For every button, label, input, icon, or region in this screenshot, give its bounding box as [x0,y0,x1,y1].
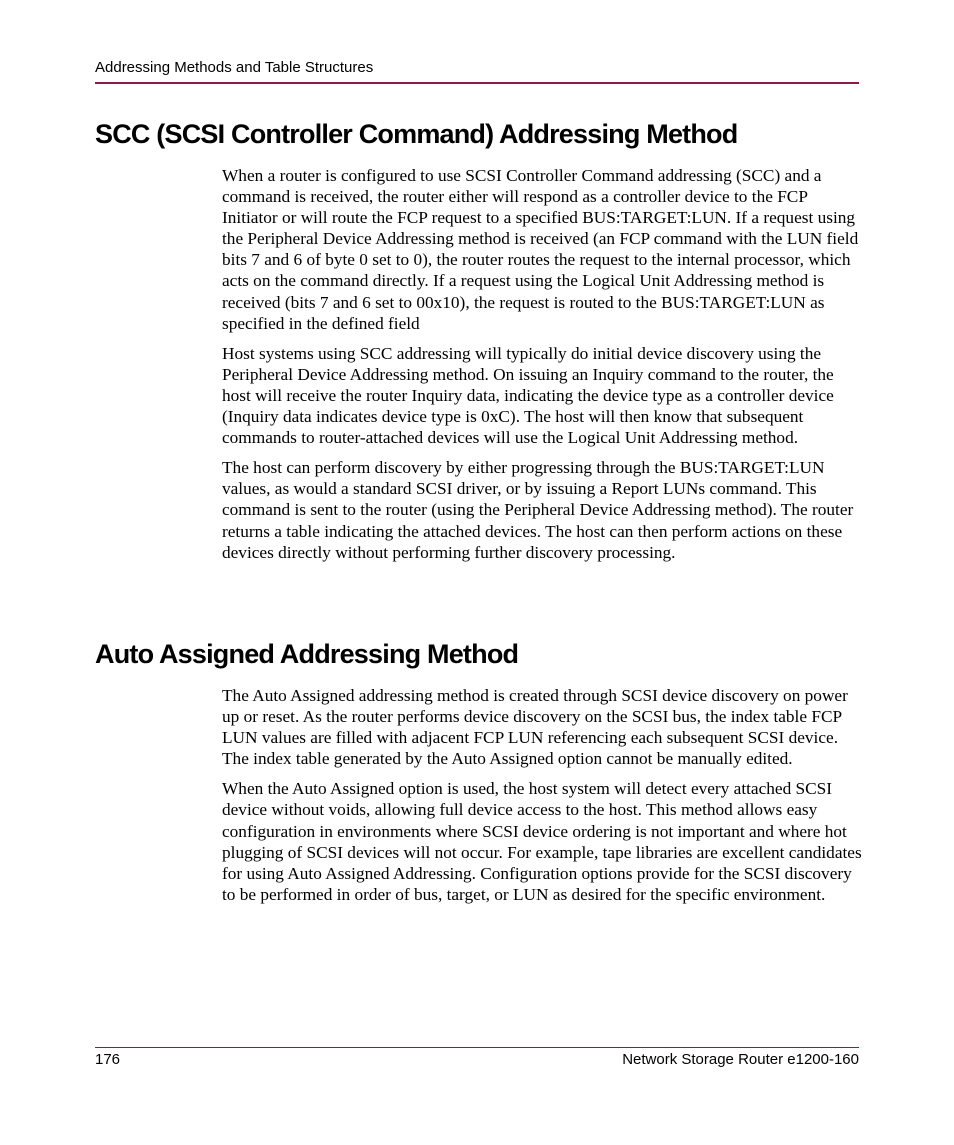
page-number: 176 [95,1051,121,1068]
section-title-auto-assigned: Auto Assigned Addressing Method [95,639,519,669]
paragraph: The host can perform discovery by either progressing through the BUS:TARGET:LUN values, as would a standard SCSI driver, or by issuing a Report LUNs command. This command is sent to the router (using the Peripheral Device Addressing method). The router returns a table indicating the attached devices. The host can then perform actions on these devices directly without performing further discovery processing. [222,458,854,562]
running-header: Addressing Methods and Table Structures [95,59,374,76]
footer-rule [95,1047,859,1048]
section-title-scc: SCC (SCSI Controller Command) Addressing Method [95,119,738,149]
header-rule [95,82,859,84]
paragraph: When a router is configured to use SCSI Controller Command addressing (SCC) and a command is received, the router either will respond as a controller device to the FCP Initiator or will route the FCP request to a specified BUS:TARGET:LUN. If a request using the Peripheral Device Addressing method is received (an FCP command with the LUN field bits 7 and 6 of byte 0 set to 0), the router routes the request to the internal processor, which acts on the command directly. If a request using the Logical Unit Addressing method is received (bits 7 and 6 set to 00x10), the request is routed to the BUS:TARGET:LUN as specified in the defined field [222,166,859,333]
paragraph: When the Auto Assigned option is used, the host system will detect every attached SCSI device without voids, allowing full device access to the host. This method allows easy configuration in environments where SCSI device ordering is not important and where hot plugging of SCSI devices will not occur. For example, tape libraries are excellent candidates for using Auto Assigned Addressing. Configuration options provide for the SCSI discovery to be performed in order of bus, target, or LUN as desired for the specific environment. [222,779,862,904]
footer-doc-title: Network Storage Router e1200-160 [622,1051,859,1068]
paragraph: The Auto Assigned addressing method is created through SCSI device discovery on power up or reset. As the router performs device discovery on the SCSI bus, the index table FCP LUN values are filled with adjacent FCP LUN referencing each subsequent SCSI device. The index table generated by the Auto Assigned option cannot be manually edited. [222,686,848,769]
section-body-scc [222,165,862,572]
paragraph: Host systems using SCC addressing will typically do initial device discovery using the Peripheral Device Addressing method. On issuing an Inquiry command to the router, the host will receive the router Inquiry data, indicating the device type as a controller device (Inquiry data indicates device type is 0xC). The host will then know that subsequent commands to router-attached devices will use the Logical Unit Addressing method. [222,343,834,448]
section-body-auto-assigned [222,685,862,914]
